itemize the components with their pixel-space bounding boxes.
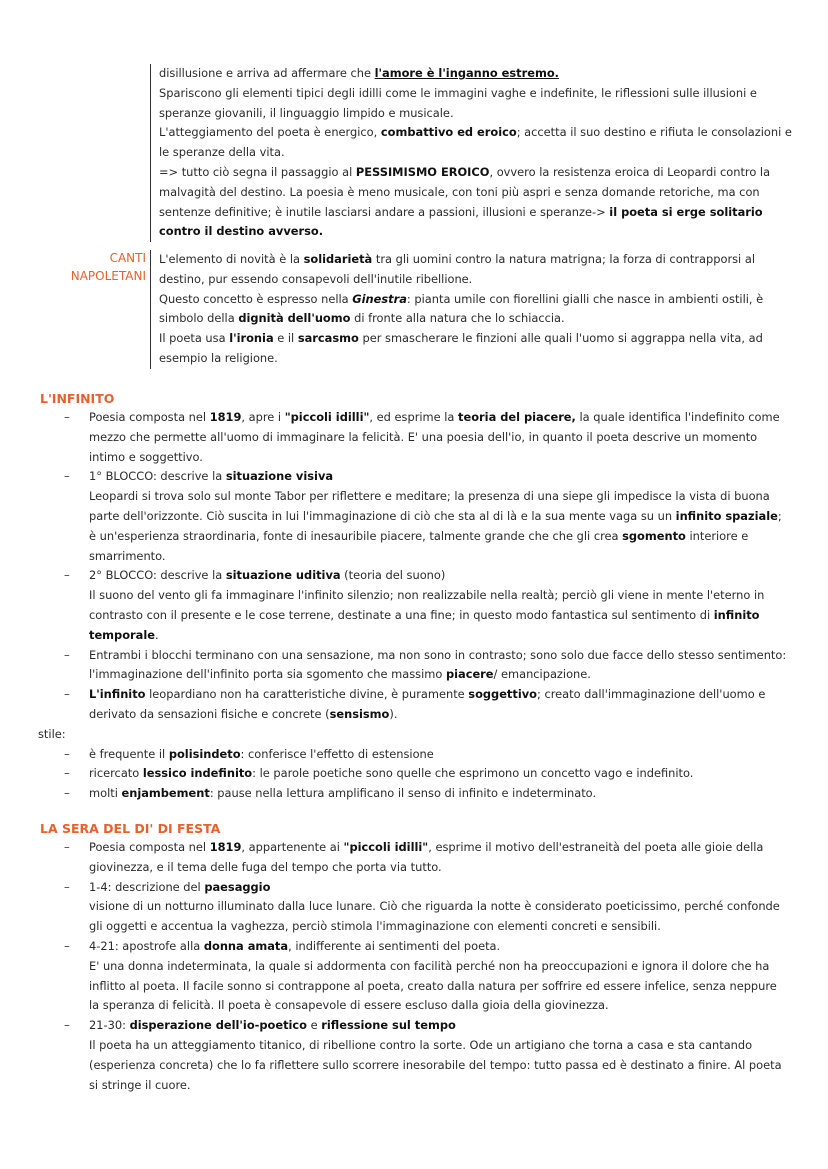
sera-title: LA SERA DEL DI' DI FESTA [40,821,221,836]
canti-paragraph-2: Questo concetto è espresso nella Ginestra: pianta umile con fiorellini gialli che nasce in ambienti ostili, è simbolo della dignità dell'uomo di fronte alla natura che lo schiaccia. [159,291,764,326]
list-item: – Poesia composta nel 1819, apre i "piccoli idilli", ed esprime la teoria del piacere, la quale identifica l'indefinito come mezzo che permette all'uomo di immaginare la felicità. E' una poesia dell'io, in quanto il poeta descrive un momento intimo e soggettivo. [40,408,790,467]
stile-list [40,745,790,804]
list-item: – 1° BLOCCO: descrive la situazione visiva Leopardi si trova solo sul monte Tabor per riflettere e meditare; la presenza di una siepe gli impedisce la vista di buona parte dell'orizzonte. Ciò suscita in lui l'immaginazione di ciò che sta al di là e la sua mente vaga su un infinito spaziale; è un'esperienza straordinaria, fonte di inesauribile piacere, talmente grande che che gli crea sgomento interiore e smarrimento. [40,467,790,566]
infinito-title: L'INFINITO [40,391,115,406]
list-item: – molti enjambement: pause nella lettura amplificano il senso di infinito e indeterminato. [40,784,790,804]
top-paragraph-2: Spariscono gli elementi tipici degli idilli come le immagini vaghe e indefinite, le riflessioni sulle illusioni e speranze giovanili, il linguaggio limpido e musicale. [159,85,757,120]
stile-label: stile: [38,726,66,741]
list-item: – 21-30: disperazione dell'io-poetico e riflessione sul tempo Il poeta ha un atteggiamento titanico, di ribellione contro la sorte. Ode un artigiano che torna a casa e sta cantando (esperienza concreta) che lo fa riflettere sullo scorrere inesorabile del tempo: tutto passa ed è destinato a finire. Al poeta si stringe il cuore. [40,1016,790,1095]
list-item: – 2° BLOCCO: descrive la situazione uditiva (teoria del suono) Il suono del vento gli fa immaginare l'infinito silenzio; non realizzabile nella realtà; perciò gli viene in mente l'eterno in contrasto con il presente e le cose terrene, destinate a una fine; in questo modo fantastica sul sentimento di infinito temporale. [40,566,790,645]
list-item: – Poesia composta nel 1819, appartenente ai "piccoli idilli", esprime il motivo dell'estraneità del poeta alle gioie della giovinezza, e il tema delle fuga del tempo che porta via tutto. [40,838,790,878]
infinito-section [40,390,790,804]
list-item: – Entrambi i blocchi terminano con una sensazione, ma non sono in contrasto; sono solo due facce dello stesso sentimento: l'immaginazione dell'infinito porta sia sgomento che massimo piacere/ emancipazione. [40,646,790,686]
canti-napoletani-body [150,250,799,369]
top-paragraph-4: => tutto ciò segna il passaggio al PESSIMISMO EROICO, ovvero la resistenza eroica di Leopardi contro la malvagità del destino. La poesia è meno musicale, con toni più aspri e senza domande retoriche, ma con sentenze definitive; è inutile lasciarsi andare a passioni, illusioni e speranze-> il poeta si erge solitario contro il destino avverso. [159,164,771,239]
canti-paragraph-1: L'elemento di novità è la solidarietà tra gli uomini contro la natura matrigna; la forza di contrapporsi al destino, pur essendo consapevoli dell'inutile ribellione. [159,252,755,286]
top-paragraph-3: L'atteggiamento del poeta è energico, combattivo ed eroico; accetta il suo destino e rifiuta le consolazioni e le speranze della vita. [159,125,792,160]
sera-section [40,820,790,1095]
list-item: – ricercato lessico indefinito: le parole poetiche sono quelle che esprimono un concetto vago e indefinito. [40,764,790,784]
list-item: – è frequente il polisindeto: conferisce l'effetto di estensione [40,745,790,765]
list-item: – 1-4: descrizione del paesaggio visione di un notturno illuminato dalla luce lunare. Ciò che riguarda la notte è considerato poeticissimo, perché confonde gli oggetti e accentua la vaghezza, perciò stimola l'immaginazione con elementi concreti e sensibili. [40,878,790,937]
list-item: – L'infinito leopardiano non ha caratteristiche divine, è puramente soggettivo; creato dall'immaginazione dell'uomo e derivato da sensazioni fisiche e concrete (sensismo). [40,685,790,725]
top-section [150,64,799,242]
list-item: – 4-21: apostrofe alla donna amata, indifferente ai sentimenti del poeta. E' una donna indeterminata, la quale si addormenta con facilità perché non ha preoccupazioni e ignora il dolore che ha inflitto al poeta. Il facile sonno si contrappone al poeta, creato dalla natura per soffrire ed essere infelice, senza neppure la speranza di felicità. Il poeta è consapevole di essere escluso dalla gioia della giovinezza. [40,937,790,1016]
canti-napoletani-label: CANTI NAPOLETANI [70,251,146,283]
top-paragraph-1: disillusione e arriva ad affermare che l'amore è l'inganno estremo. [159,66,559,80]
sera-list [40,838,790,1095]
canti-paragraph-3: Il poeta usa l'ironia e il sarcasmo per smascherare le finzioni alle quali l'uomo si aggrappa nella vita, ad esempio la religione. [159,331,763,365]
key-phrase: l'amore è l'inganno estremo. [374,66,559,80]
infinito-list [40,408,790,725]
